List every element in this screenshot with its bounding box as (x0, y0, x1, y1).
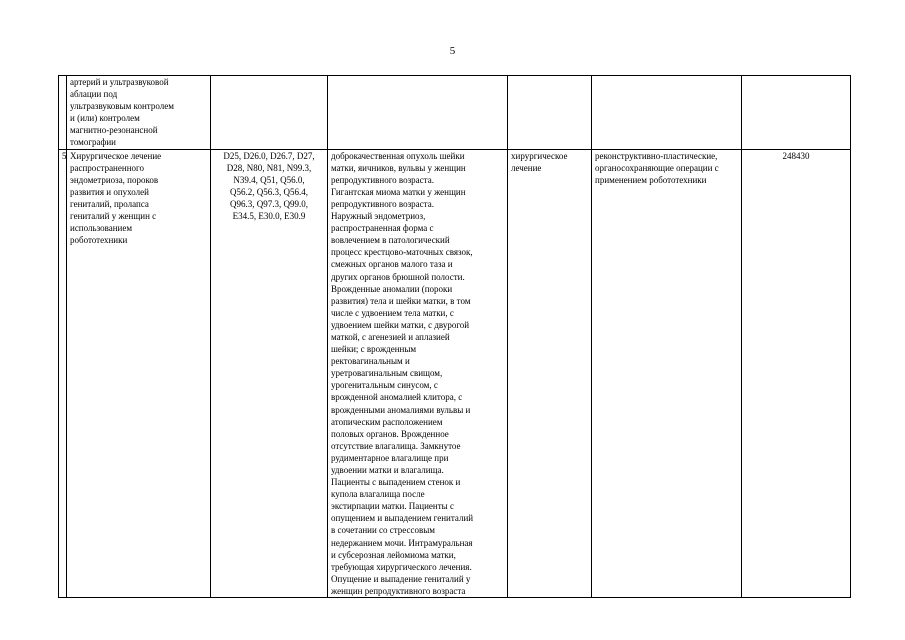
care-type-line: Хирургическое лечение (70, 150, 162, 161)
patient-model-line: Врожденные аномалии (пороки (331, 283, 453, 294)
patient-model-line: Наружный эндометриоз, (331, 211, 426, 222)
care-type-line: распространенного (70, 162, 144, 173)
patient-model-line: развития) тела и шейки матки, в том (331, 295, 471, 306)
care-type-line: томографии (70, 137, 116, 148)
care-type-line: гениталий, пролапса (70, 198, 149, 209)
patient-model-line: женщин репродуктивного возраста (331, 585, 466, 596)
patient-model-line: экстирпации матки. Пациенты с (331, 501, 454, 512)
cost-cell: 248430 (742, 149, 851, 597)
treatment-method-cell (592, 76, 742, 150)
care-type-cell (67, 149, 211, 597)
table-row (59, 76, 851, 150)
patient-model-line: удвоением шейки матки, с двурогой (331, 319, 470, 330)
patient-model-line: требующая хирургического лечения. (331, 561, 472, 572)
patient-model-line: врожденной аномалией клитора, с (331, 392, 463, 403)
care-type-line: артерий и ультразвуковой (70, 77, 169, 87)
care-type-line: эндометриоза, пороков (70, 174, 159, 185)
patient-model-line: купола влагалища после (331, 489, 425, 500)
treatment-method-line: применением робототехники (595, 174, 707, 185)
patient-model-line: репродуктивного возраста. (331, 198, 434, 209)
patient-model-line: других органов брюшной полости. (331, 271, 465, 282)
patient-model-line: Гигантская миома матки у женщин (331, 186, 466, 197)
icd-codes-line: D28, N80, N81, N99.3, (226, 162, 312, 173)
patient-model-line: врожденными аномалиями вульвы и (331, 404, 471, 415)
patient-model-line: шейки; с врожденным (331, 344, 417, 355)
patient-model-line: маткой, с агенезией и аплазией (331, 331, 450, 342)
patient-model-line: Пациенты с выпадением стенок и (331, 477, 461, 488)
care-type-cell (67, 76, 211, 150)
patient-model-line: рудиментарное влагалище при (331, 452, 449, 463)
icd-codes-line: D25, D26.0, D26.7, D27, (223, 150, 315, 161)
treatment-method-line: органосохраняющие операции с (595, 162, 719, 173)
care-type-line: развития и опухолей (70, 186, 149, 197)
treatment-method-cell (592, 149, 742, 597)
care-type-line: робототехники (70, 235, 128, 246)
row-number-cell: 5 (59, 149, 67, 597)
care-type-line: гениталий у женщин с (70, 211, 157, 222)
treatment-type-cell (508, 76, 592, 150)
cost-cell (742, 76, 851, 150)
icd-codes-line: N39.4, Q51, Q56.0, (233, 174, 305, 185)
care-type-line: и (или) контролем (70, 113, 140, 124)
icd-codes-line: E34.5, E30.0, E30.9 (232, 211, 306, 222)
treatment-type-cell (508, 149, 592, 597)
patient-model-line: ректовагинальным и (331, 356, 410, 367)
icd-codes-line: Q56.2, Q56.3, Q56.4, (230, 186, 308, 197)
patient-model-line: в сочетании со стрессовым (331, 525, 436, 536)
patient-model-line: уретровагинальным свищом, (331, 368, 443, 379)
care-type-line: аблации под (70, 89, 118, 100)
treatment-type-line: лечение (511, 162, 542, 173)
row-number-cell (59, 76, 67, 150)
treatment-method-line: реконструктивно-пластические, (595, 150, 718, 161)
page-number: 5 (449, 45, 456, 57)
icd-codes-cell (211, 149, 328, 597)
patient-model-cell (328, 76, 508, 150)
patient-model-line: матки, яичников, вульвы у женщин (331, 162, 466, 173)
icd-codes-cell (211, 76, 328, 150)
icd-codes-line: Q96.3, Q97.3, Q99.0, (230, 198, 308, 209)
patient-model-line: отсутствие влагалища. Замкнутое (331, 440, 461, 451)
care-type-line: использованием (70, 223, 133, 234)
patient-model-line: недержанием мочи. Интрамуральная (331, 537, 473, 548)
patient-model-line: распространенная форма с (331, 223, 434, 234)
patient-model-line: репродуктивного возраста. (331, 174, 434, 185)
care-type-line: магнитно-резонансной (70, 125, 158, 136)
medical-care-table (58, 75, 851, 598)
care-type-line: ультразвуковым контролем (70, 101, 174, 112)
table-row (59, 149, 851, 597)
patient-model-line: Опущение и выпадение гениталий у (331, 573, 471, 584)
patient-model-line: числе с удвоением тела матки, с (331, 307, 454, 318)
patient-model-line: и субсерозная лейомиома матки, (331, 549, 456, 560)
patient-model-line: половых органов. Врожденное (331, 428, 449, 439)
patient-model-line: смежных органов малого таза и (331, 259, 453, 270)
patient-model-line: доброкачественная опухоль шейки (331, 150, 465, 161)
patient-model-line: атопическим расположением (331, 416, 443, 427)
patient-model-line: вовлечением в патологический (331, 235, 450, 246)
patient-model-line: опущением и выпадением гениталий (331, 513, 474, 524)
patient-model-line: урогенитальным синусом, с (331, 380, 438, 391)
patient-model-line: удвоении матки и влагалища. (331, 465, 444, 475)
treatment-type-line: хирургическое (511, 150, 568, 161)
patient-model-line: процесс крестцово-маточных связок, (331, 247, 473, 258)
patient-model-cell (328, 149, 508, 597)
